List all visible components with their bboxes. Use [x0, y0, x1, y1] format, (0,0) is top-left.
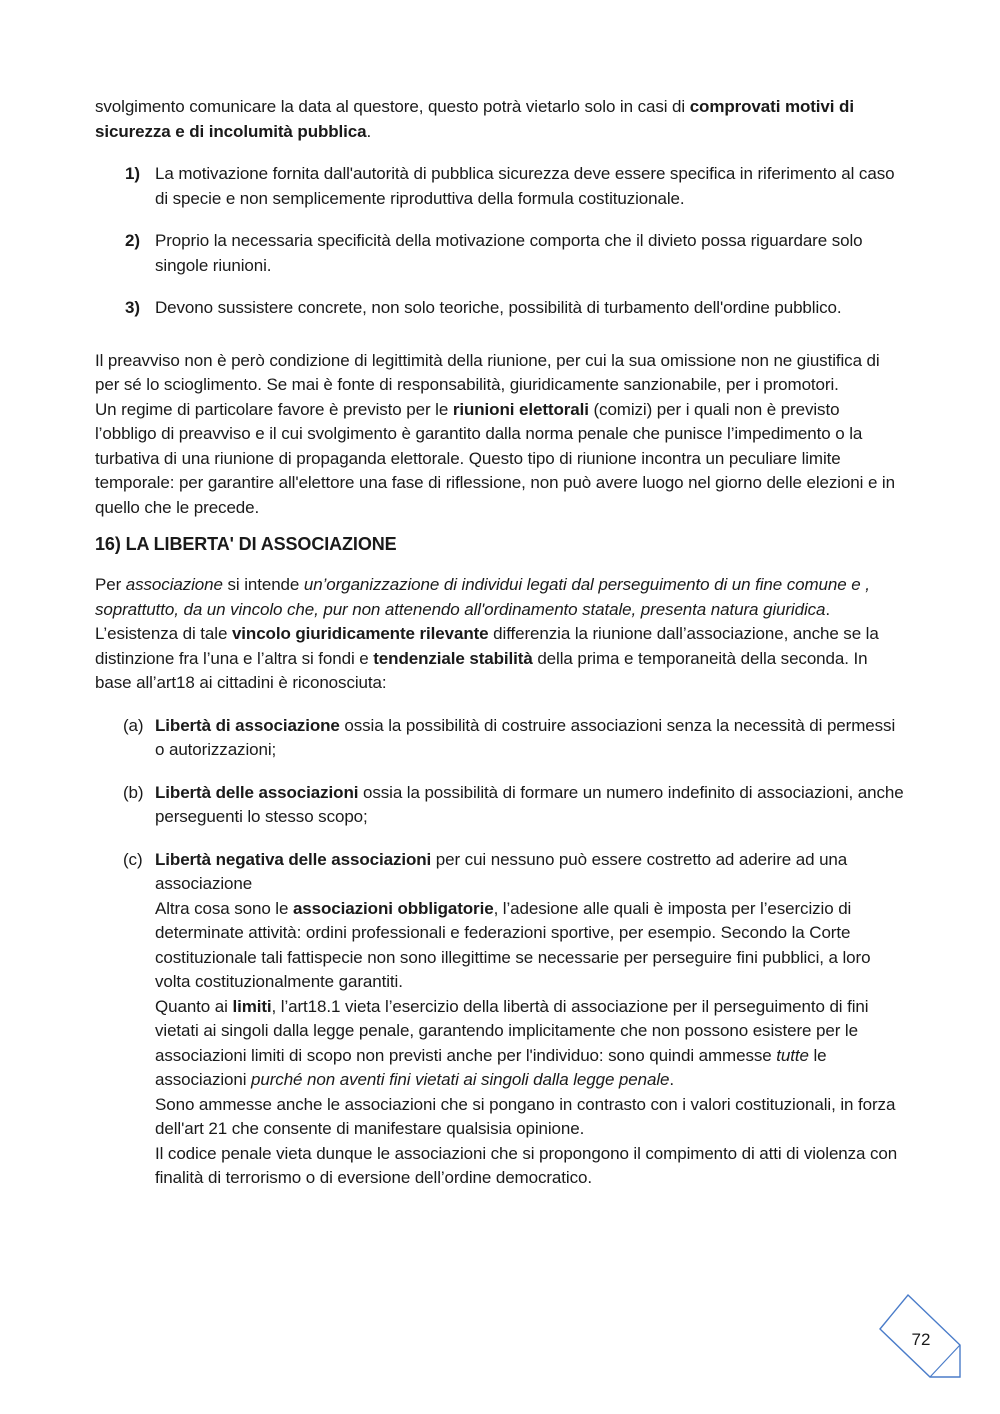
- intro-end: .: [366, 121, 372, 141]
- assoc-italic-definition: un’organizzazione di individui legati dal perseguimento di un fine comune e , soprattutto, da un vincolo che, pur non attenendo all'ordinamento statale, presenta natura giuridica: [95, 575, 870, 619]
- limiti-italic: tutte: [776, 1045, 809, 1065]
- list-item: [95, 848, 905, 1191]
- list-item: [95, 229, 905, 278]
- list-item: [95, 714, 905, 763]
- list-item-text: La motivazione fornita dall'autorità di pubblica sicurezza deve essere specifica in riferimento al caso di specie e non semplicemente riproduttiva della formula costituzionale.: [155, 164, 895, 208]
- list-item-text: ossia la possibilità di costruire associazioni senza la necessità di permessi o autorizzazioni;: [155, 715, 896, 759]
- list-item-text: Devono sussistere concrete, non solo teoriche, possibilità di turbamento dell'ordine pubblico.: [155, 298, 842, 317]
- preavviso-paragraph: Il preavviso non è però condizione di legittimità della riunione, per cui la sua omissione non ne giustifica di per sé lo scioglimento. Se mai è fonte di responsabilità, giuridicamente sanzionabile, per i promotori.: [95, 350, 880, 394]
- limiti-text: le associazioni: [155, 1045, 827, 1089]
- limiti-paragraph: [155, 995, 905, 1093]
- assoc-italic-term: associazione: [125, 575, 223, 594]
- list-item-text: Proprio la necessaria specificità della motivazione comporta che il divieto possa riguardare solo singole riunioni.: [155, 231, 863, 275]
- assoc-text: Per: [95, 575, 126, 594]
- numbered-list: [95, 162, 905, 321]
- list-item-text: per cui nessuno può essere costretto ad aderire ad una associazione: [155, 849, 848, 893]
- limiti-italic: purché non aventi fini vietati ai singoli dalla legge penale: [251, 1070, 670, 1089]
- document-page: [95, 95, 905, 1191]
- page-number: 72: [911, 1330, 931, 1349]
- contrasto-paragraph: Sono ammesse anche le associazioni che si pongano in contrasto con i valori costituzionali, in forza dell'art 21 che consente di manifestare qualsisia opinione.: [155, 1094, 896, 1138]
- list-item: [95, 781, 905, 830]
- section-heading: 16) LA LIBERTA' DI ASSOCIAZIONE: [95, 534, 397, 554]
- assoc-bold: tendenziale stabilità: [373, 648, 533, 668]
- list-letter: (a): [123, 715, 144, 735]
- limiti-text: , l’art18.1 vieta l’esercizio della libertà di associazione per il perseguimento di fini vietati ai singoli dalla legge penale, garantendo implicitamente che non possono esistere per le associazioni limiti di scopo non previsti anche per l'individuo: sono quindi ammesse: [155, 996, 869, 1065]
- intro-paragraph: [95, 95, 905, 144]
- list-number: 2): [125, 231, 140, 250]
- page-number-marker: [878, 1293, 964, 1379]
- obbl-text-end: , l’adesione alle quali è imposta per l’esercizio di determinate attività: ordini professionali e federazioni sportive, per esempio. Secondo la Corte costituzionale tali fattispecie non sono illegittime se necessarie per perseguire fini pubblici, a loro volta costituzionalmente garantiti.: [155, 898, 871, 991]
- lettered-list: [95, 714, 905, 1191]
- list-item-bold: Libertà delle associazioni: [155, 782, 359, 802]
- list-letter: (c): [123, 849, 143, 869]
- elettorali-text: Un regime di particolare favore è previsto per le: [95, 399, 453, 419]
- assoc-bold: vincolo giuridicamente rilevante: [231, 624, 489, 643]
- list-item-bold: Libertà negativa delle associazioni: [155, 849, 432, 869]
- elettorali-paragraph: [95, 398, 905, 521]
- list-number: 3): [125, 298, 140, 317]
- assoc-text: differenzia la riunione dall’associazione, anche se la distinzione fra l’una e l’altra si fondi e: [95, 624, 879, 668]
- list-number: 1): [125, 164, 140, 183]
- codice-penale-paragraph: Il codice penale vieta dunque le associazioni che si propongono il compimento di atti di violenza con finalità di terrorismo o di eversione dell’ordine democratico.: [155, 1143, 898, 1187]
- elettorali-text-end: (comizi) per i quali non è previsto l’obbligo di preavviso e il cui svolgimento è garantito dalla norma penale che punisce l’impedimento o la turbativa di una riunione di propaganda elettorale. Questo tipo di riunione incontra un peculiare limite temporale: per garantire all'elettore una fase di riflessione, non può avere luogo nel giorno delle elezioni e in quello che le precede.: [95, 399, 895, 517]
- obbl-bold: associazioni obbligatorie: [292, 898, 494, 918]
- limiti-bold: limiti: [232, 996, 272, 1016]
- assoc-text: . L’esistenza di tale: [95, 599, 831, 643]
- limiti-text: Quanto ai: [155, 996, 233, 1016]
- obbligatorie-paragraph: [155, 897, 905, 995]
- intro-text: svolgimento comunicare la data al questore, questo potrà vietarlo solo in casi di: [95, 97, 690, 116]
- assoc-text: della prima e temporaneità della seconda. In base all’art18 ai cittadini è riconosciuta:: [95, 648, 868, 692]
- list-letter: (b): [123, 782, 144, 802]
- elettorali-bold: riunioni elettorali: [452, 399, 589, 419]
- associazione-paragraph: [95, 573, 905, 696]
- list-item-bold: Libertà di associazione: [155, 715, 340, 735]
- list-item-text: ossia la possibilità di formare un numero indefinito di associazioni, anche perseguenti lo stesso scopo;: [155, 782, 904, 826]
- obbl-text: Altra cosa sono le: [155, 898, 293, 918]
- assoc-text: si intende: [222, 575, 304, 594]
- intro-bold: comprovati motivi di sicurezza e di incolumità pubblica: [95, 97, 854, 141]
- list-item: [95, 162, 905, 211]
- limiti-text-end: .: [669, 1070, 675, 1089]
- list-item: [95, 296, 905, 321]
